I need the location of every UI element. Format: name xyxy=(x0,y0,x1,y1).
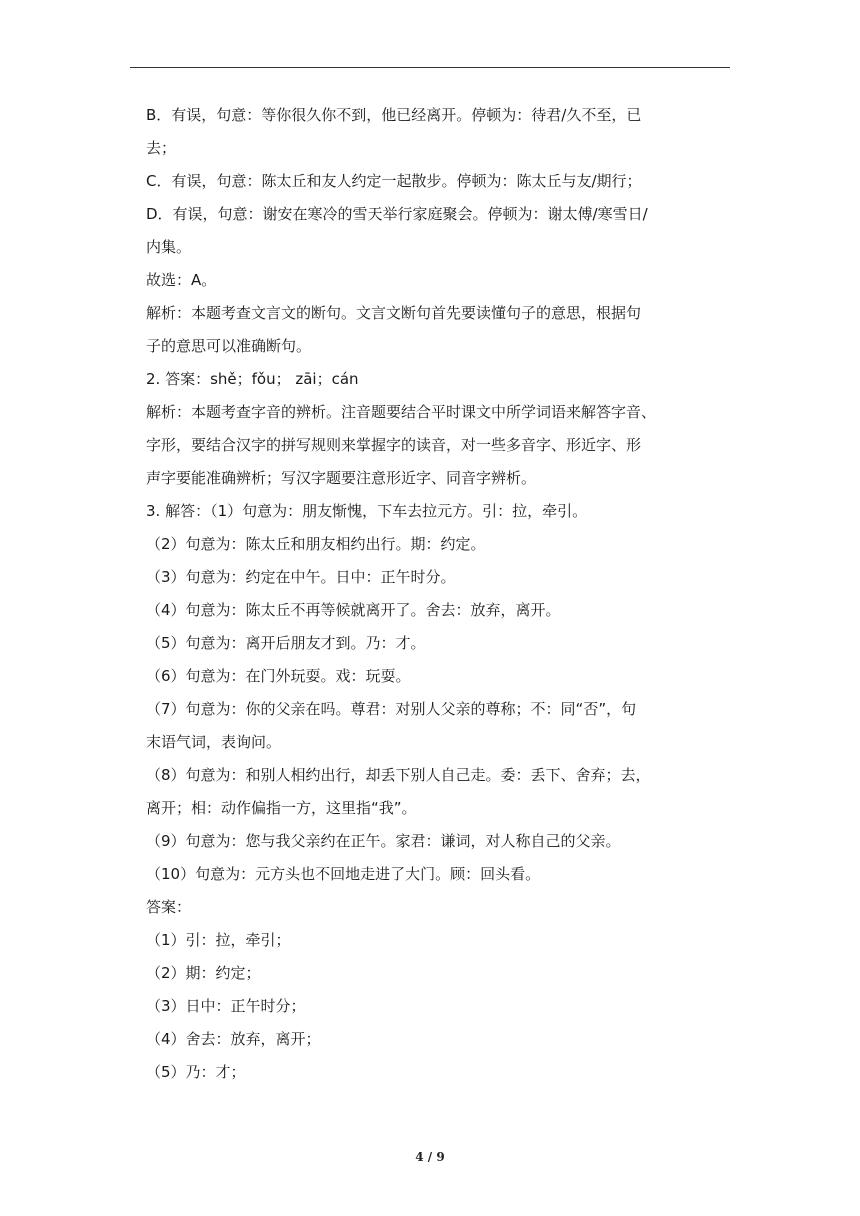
text-line: （7）句意为：你的父亲在吗。尊君：对别人父亲的尊称；不：同“否”，句 xyxy=(146,700,637,718)
text-line: D．有误，句意：谢安在寒冷的雪天举行家庭聚会。停顿为：谢太傅/寒雪日/ xyxy=(146,205,648,223)
text-line: （2）期：约定； xyxy=(146,964,261,982)
text-line: （4）舍去：放弃，离开； xyxy=(146,1030,321,1048)
text-line: （5）乃：才； xyxy=(146,1063,246,1081)
text-line: 字形，要结合汉字的拼写规则来掌握字的读音，对一些多音字、形近字、形 xyxy=(146,436,642,454)
text-line: （3）日中：正午时分； xyxy=(146,997,306,1015)
text-line: 解析：本题考查文言文的断句。文言文断句首先要读懂句子的意思，根据句 xyxy=(146,304,642,322)
text-line: B．有误，句意：等你很久你不到，他已经离开。停顿为：待君/久不至，已 xyxy=(146,106,642,124)
text-line: 故选：A。 xyxy=(146,271,217,289)
text-line: 2. 答案：shě；fǒu； zāi；cán xyxy=(146,370,359,388)
text-line: （8）句意为：和别人相约出行，却丢下别人自己走。委：丢下、舍弃；去， xyxy=(146,766,651,784)
text-line: 3. 解答：（1）句意为：朋友惭愧，下车去拉元方。引：拉，牵引。 xyxy=(146,502,588,520)
text-line: （4）句意为：陈太丘不再等候就离开了。舍去：放弃，离开。 xyxy=(146,601,561,619)
text-line: （5）句意为：离开后朋友才到。乃：才。 xyxy=(146,634,426,652)
text-line: 声字要能准确辨析；写汉字题要注意形近字、同音字辨析。 xyxy=(146,469,537,487)
text-line: 末语气词，表询问。 xyxy=(146,733,282,751)
text-line: 离开；相：动作偏指一方，这里指“我”。 xyxy=(146,799,417,817)
page-number: 4 / 9 xyxy=(415,1150,445,1164)
header-rule xyxy=(130,67,730,68)
text-line: （3）句意为：约定在中午。日中：正午时分。 xyxy=(146,568,456,586)
text-line: 解析：本题考查字音的辨析。注音题要结合平时课文中所学词语来解答字音、 xyxy=(146,403,657,421)
text-line: 去； xyxy=(146,139,177,157)
text-line: 答案： xyxy=(146,898,192,916)
text-line: 子的意思可以准确断句。 xyxy=(146,337,312,355)
text-line: C．有误，句意：陈太丘和友人约定一起散步。停顿为：陈太丘与友/期行； xyxy=(146,172,642,190)
text-line: （9）句意为：您与我父亲约在正午。家君：谦词，对人称自己的父亲。 xyxy=(146,832,621,850)
text-line: 内集。 xyxy=(146,238,192,256)
document-body xyxy=(146,99,732,1089)
text-line: （1）引：拉，牵引； xyxy=(146,931,291,949)
text-line: （6）句意为：在门外玩耍。戏：玩耍。 xyxy=(146,667,411,685)
text-line: （10）句意为：元方头也不回地走进了大门。顾：回头看。 xyxy=(146,865,541,883)
text-line: （2）句意为：陈太丘和朋友相约出行。期：约定。 xyxy=(146,535,486,553)
